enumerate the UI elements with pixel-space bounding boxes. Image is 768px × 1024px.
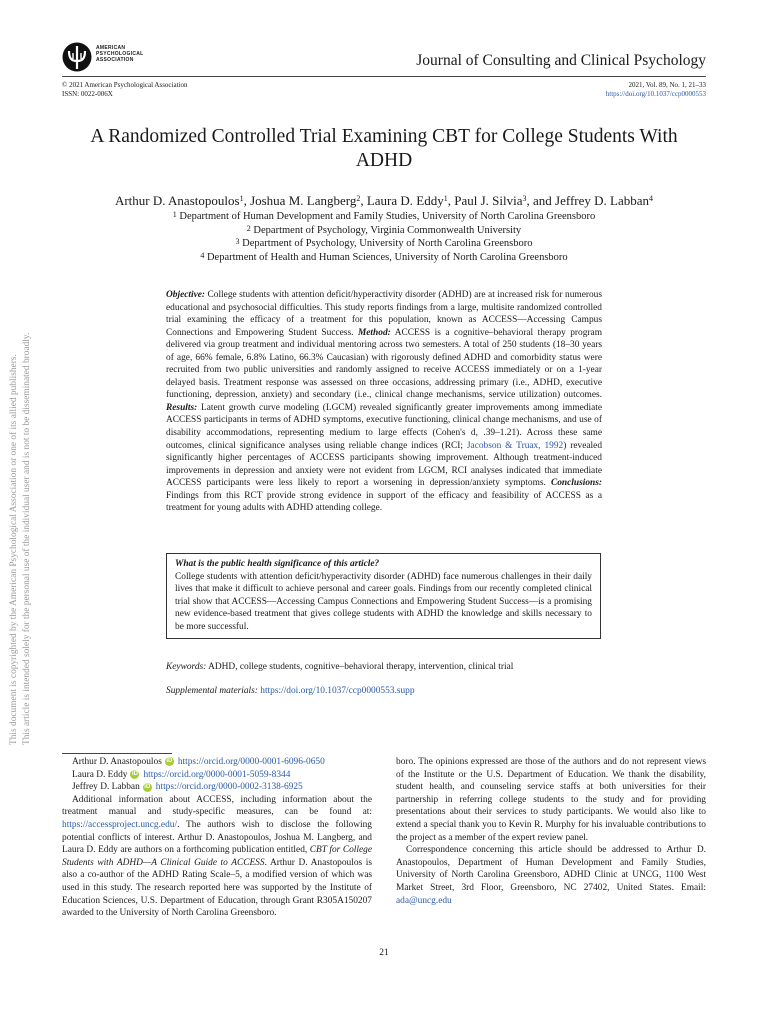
orcid-icon: iD: [131, 770, 138, 777]
orcid-entry: Arthur D. Anastopoulos iD https://orcid.org/0000-0001-6096-0650: [72, 757, 325, 767]
volume-info: 2021, Vol. 89, No. 1, 21–33: [628, 81, 706, 89]
author: Jeffrey D. Labban$^4$: [555, 193, 654, 208]
orcid-entry: Laura D. Eddy iD https://orcid.org/0000-0001-5059-8344: [72, 769, 291, 780]
author-note-left: [62, 756, 372, 920]
abstract: Objective: College students with attention deficit/hyperactivity disorder (ADHD) are at increased risk for numerous educational and psychosocial difficulties. This study reports findings from a large, multisite randomized controlled trial examining the efficacy of a treatment for this population, known as ACCESS—Accessing Campus Connections and Empowering Student Success. Method: ACCESS is a cognitive–behavioral therapy program delivered via group treatment and individual mentoring across two semesters. A total of 250 students (18–30 years of age, 66% female, 6.8% Latino, 66.3% Caucasian) with rigorously defined ADHD and comorbidity status were recruited from two public universities and randomly assigned to receive ACCESS immediately or on a 1-year delayed basis. Treatment response was assessed on three occasions, addressing primary (i.e., ADHD, executive functioning, depression, anxiety) and secondary (i.e., clinical change mechanisms, service utilization) outcomes. Results: Latent growth curve modeling (LGCM) revealed significantly greater improvements among immediate ACCESS participants in terms of ADHD symptoms, executive functioning, clinical change mechanisms, and use of disability accommodations, representing medium to large effects (Cohen's d, .39–1.21). Across these same outcomes, clinical significance analyses using reliable change indices (RCI; Jacobson & Truax, 1992) revealed significantly higher percentages of ACCESS participants showing improvement. Although treatment-induced improvements in depression and anxiety were not evident from LGCM, RCI analyses indicated that immediate ACCESS participants were less likely to report a worsening in depression/anxiety symptoms. Conclusions: Findings from this RCT provide strong evidence in support of the efficacy and feasibility of ACCESS as a treatment for young adults with ADHD attending college.: [166, 290, 603, 514]
author: Arthur D. Anastopoulos$^1$,: [114, 193, 251, 208]
header-rule: [62, 76, 706, 77]
copyright: © 2021 American Psychological Association: [62, 81, 188, 89]
public-significance-box: [166, 553, 601, 639]
supplemental-materials: Supplemental materials: https://doi.org/10.1037/ccp0000553.supp: [166, 686, 415, 696]
author: Laura D. Eddy$^1$,: [366, 193, 455, 208]
author: Paul J. Silvia$^3$, and: [454, 193, 556, 208]
copyright-notice-side: [8, 275, 32, 745]
author-note-right: [396, 756, 706, 907]
affiliation: $^2$ Department of Psychology, Virginia Commonwealth University: [246, 224, 522, 236]
orcid-entry: Jeffrey D. Labban iD https://orcid.org/0000-0002-3138-6925: [72, 782, 303, 793]
significance-heading: What is the public health significance of this article?: [175, 559, 380, 569]
significance-text: College students with attention deficit/hyperactivity disorder (ADHD) face numerous challenges in their daily lives that make it difficult to achieve personal and career goals. Findings from our recently completed clinical trial show that ACCESS—Accessing Campus Connections and Empowering Student Success—is a promising new evidence-based treatment that gives college students with ADHD the knowledge and skills necessary to be more successful.: [175, 571, 592, 632]
author-list: [62, 193, 706, 209]
correspondence-paragraph: Correspondence concerning this article should be addressed to Arthur D. Anastopoulos, Department of Human Development and Family Studies, University of North Carolina Greensboro, ADHD Clinic at UNCG, 1100 West Market Street, 3rd Floor, Greensboro, NC 27402, United States. Email: ada@uncg.edu: [396, 845, 706, 906]
copyright-block: [62, 81, 187, 99]
orcid-link[interactable]: https://orcid.org/0000-0001-5059-8344: [143, 769, 291, 780]
side-notice-line: This article is intended solely for the personal use of the individual user and is not to be disseminated broadly.: [22, 332, 32, 745]
affiliation: $^3$ Department of Psychology, University of North Carolina Greensboro: [235, 237, 533, 249]
citation-block: [606, 81, 706, 99]
side-notice-line: This document is copyrighted by the American Psychological Association or one of its allied publishers.: [9, 354, 19, 745]
footnote-rule: [62, 753, 172, 754]
affiliation: $^1$ Department of Human Development and Family Studies, University of North Carolina Greensboro: [172, 210, 596, 222]
orcid-icon: iD: [166, 758, 173, 765]
keywords: Keywords: ADHD, college students, cognitive–behavioral therapy, intervention, clinical trial: [166, 662, 514, 672]
issn: ISSN: 0022-006X: [62, 90, 113, 98]
orcid-link[interactable]: https://orcid.org/0000-0001-6096-0650: [177, 757, 325, 767]
author-note-paragraph: boro. The opinions expressed are those of the authors and do not represent views of the Institute or the U.S. Department of Education. We thank the disability, student health, and counseling service staffs at both universities for their partnership in referring college students to the study and for providing presentations about their services to study participants. We would also like to extend a special thank you to Kevin R. Murphy for his invaluable contributions to the project as a member of the expert review panel.: [396, 757, 706, 843]
email-link[interactable]: ada@uncg.edu: [396, 895, 452, 906]
affiliation: $^4$ Department of Health and Human Sciences, University of North Carolina Greensboro: [200, 251, 568, 263]
supplemental-link[interactable]: https://doi.org/10.1037/ccp0000553.supp: [260, 686, 415, 696]
apa-logo-text: AMERICAN PSYCHOLOGICAL ASSOCIATION: [96, 45, 144, 63]
apa-logo: [62, 42, 92, 72]
doi-link[interactable]: https://doi.org/10.1037/ccp0000553: [605, 90, 706, 98]
orcid-link[interactable]: https://orcid.org/0000-0002-3138-6925: [155, 782, 303, 793]
article-title: A Randomized Controlled Trial Examining CBT for College Students With ADHD: [90, 126, 678, 171]
journal-name: Journal of Consulting and Clinical Psychology: [416, 52, 706, 69]
author-note-paragraph: Additional information about ACCESS, including information about the treatment manual and study-specific measures, can be found at: https://accessproject.uncg.edu/. The authors wish to disclose the following potential conflicts of interest. Arthur D. Anastopoulos, Joshua M. Langberg, and Laura D. Eddy are authors on a forthcoming publication entitled, CBT for College Students with ADHD—A Clinical Guide to ACCESS. Arthur D. Anastopoulos is also a co-author of the ADHD Rating Scale–5, a modified version of which was used in this study. The research reported here was supported by the Institute of Education Sciences, U.S. Department of Education, through Grant R305A150207 awarded to the University of North Carolina Greensboro.: [62, 794, 372, 919]
author: Joshua M. Langberg$^2$,: [250, 193, 367, 208]
access-project-link[interactable]: https://accessproject.uncg.edu/: [62, 819, 178, 830]
citation-link[interactable]: Jacobson & Truax, 1992: [466, 440, 564, 451]
page-number: 21: [379, 948, 389, 958]
orcid-icon: iD: [144, 783, 151, 790]
